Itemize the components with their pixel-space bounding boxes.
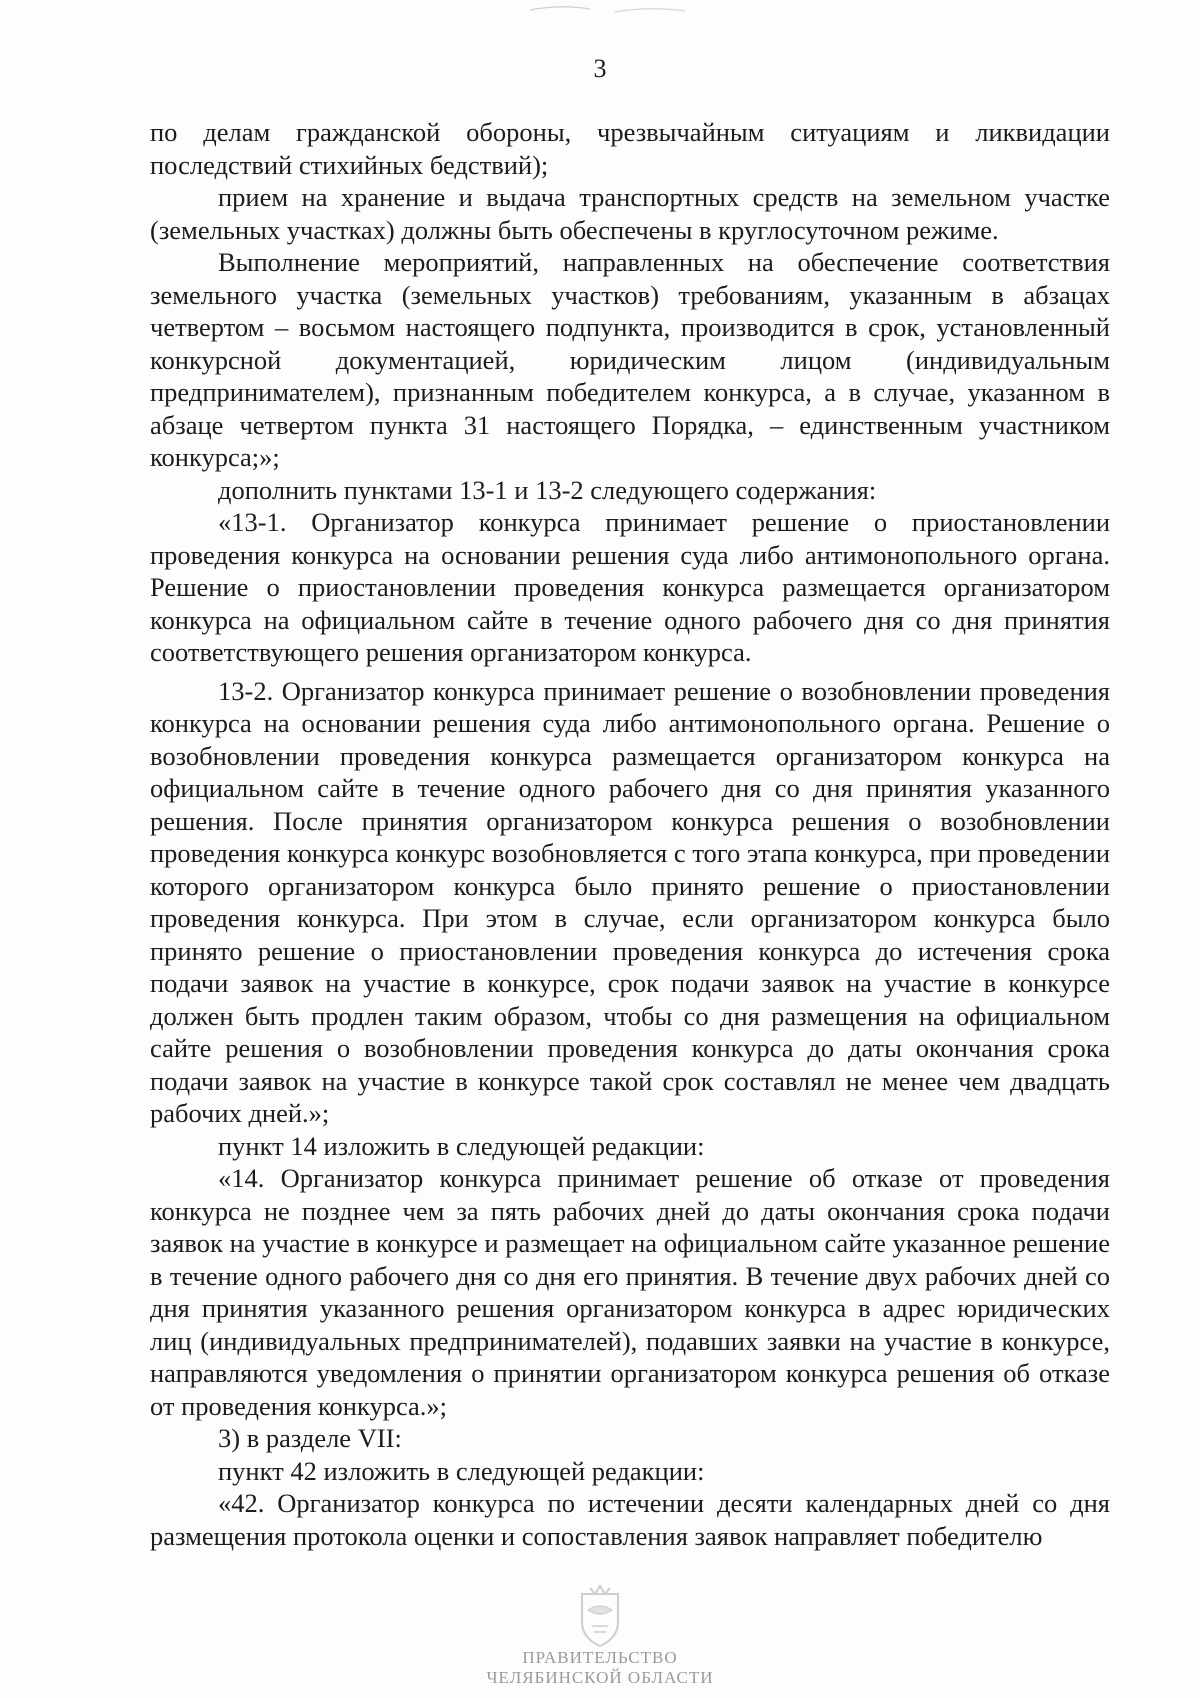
paragraph: пункт 14 изложить в следующей редакции: bbox=[218, 1130, 705, 1161]
seal-text bbox=[400, 1648, 800, 1688]
scan-artifact bbox=[520, 0, 700, 20]
paragraph-continuation: по делам гражданской обороны, чрезвычайным ситуациям и ликвидации последствий стихийных бедствий); bbox=[150, 117, 1110, 180]
paragraph-item-13-2: 13-2. Организатор конкурса принимает решение о возобновлении проведения конкурса на основании решения суда либо антимонопольного органа. Решение о возобновлении проведения конкурса размещается организатором конкурса на официальном сайте в течение одного рабочего дня со дня принятия указанного решения. После принятия организатором конкурса решения о возобновлении проведения конкурса конкурс возобновляется с того этапа конкурса, при проведении которого организатором конкурса было принято решение о приостановлении проведения конкурса. При этом в случае, если организатором конкурса было принято решение о приостановлении проведения конкурса до истечения срока подачи заявок на участие в конкурсе, срок подачи заявок на участие в конкурсе должен быть продлен таким образом, чтобы со дня размещения на официальном сайте решения о возобновлении проведения конкурса до даты окончания срока подачи заявок на участие в конкурсе такой срок составлял не менее чем двадцать рабочих дней.»; bbox=[150, 675, 1110, 1128]
page-number: 3 bbox=[593, 54, 607, 83]
coat-of-arms-seal-icon bbox=[552, 1580, 648, 1650]
paragraph-item-13-1: «13-1. Организатор конкурса принимает решение о приостановлении проведения конкурса на основании решения суда либо антимонопольного органа. Решение о приостановлении проведения конкурса размещается организатором конкурса на официальном сайте в течение одного рабочего дня со дня принятия соответствующего решения организатором конкурса. bbox=[150, 507, 1110, 667]
paragraph: 3) в разделе VII: bbox=[218, 1423, 402, 1453]
paragraph: пункт 42 изложить в следующей редакции: bbox=[218, 1455, 705, 1486]
paragraph-item-14: «14. Организатор конкурса принимает решение об отказе от проведения конкурса не позднее чем за пять рабочих дней до даты окончания срока подачи заявок на участие в конкурсе и размещает на официальном сайте указанное решение в течение одного рабочего дня со дня его принятия. В течение двух рабочих дней со дня принятия указанного решения организатором конкурса в адрес юридических лиц (индивидуальных предпринимателей), подавших заявки на участие в конкурсе, направляются уведомления о принятии организатором конкурса решения об отказе от проведения конкурса.»; bbox=[150, 1163, 1110, 1421]
document-body bbox=[150, 116, 1110, 1552]
paragraph: дополнить пунктами 13-1 и 13-2 следующего содержания: bbox=[218, 474, 877, 505]
seal-line-1: ПРАВИТЕЛЬСТВО bbox=[522, 1648, 678, 1667]
paragraph: Выполнение мероприятий, направленных на обеспечение соответствия земельного участка (земельных участков) требованиям, указанным в абзацах четвертом – восьмом настоящего подпункта, производится в срок, установленный конкурсной документацией, юридическим лицом (индивидуальным предпринимателем), признанным победителем конкурса, а в случае, указанном в абзаце четвертом пункта 31 настоящего Порядка, – единственным участником конкурса;»; bbox=[150, 247, 1110, 472]
paragraph: прием на хранение и выдача транспортных средств на земельном участке (земельных участках) должны быть обеспечены в круглосуточном режиме. bbox=[150, 182, 1110, 245]
paragraph-item-42: «42. Организатор конкурса по истечении десяти календарных дней со дня размещения протокола оценки и сопоставления заявок направляет победителю bbox=[150, 1488, 1110, 1551]
seal-line-2: ЧЕЛЯБИНСКОЙ ОБЛАСТИ bbox=[486, 1668, 714, 1687]
